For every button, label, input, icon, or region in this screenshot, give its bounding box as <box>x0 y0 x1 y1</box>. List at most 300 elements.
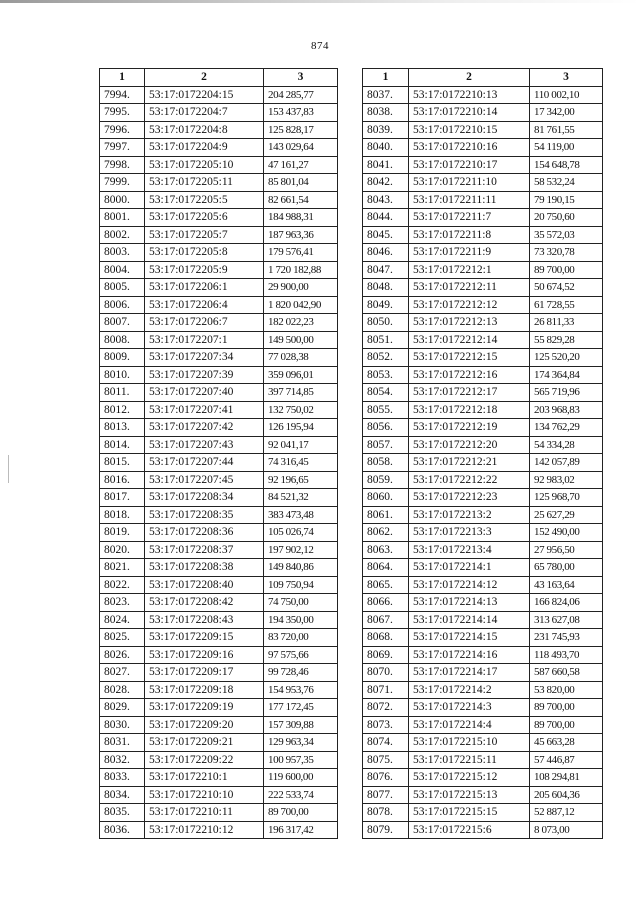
table-row <box>363 541 603 559</box>
table-row <box>363 716 603 734</box>
table-row <box>100 681 338 699</box>
cadastral-value: 565 719,96 <box>530 384 603 402</box>
row-number: 8030. <box>100 716 145 734</box>
cadastral-value: 35 572,03 <box>530 226 603 244</box>
row-number: 8018. <box>100 506 145 524</box>
cadastral-number: 53:17:0172214:17 <box>409 664 530 682</box>
cadastral-value: 119 600,00 <box>264 769 338 787</box>
cadastral-number: 53:17:0172210:12 <box>145 821 264 839</box>
cadastral-number: 53:17:0172205:8 <box>145 244 264 262</box>
page-number: 874 <box>311 40 329 52</box>
cadastral-number: 53:17:0172208:37 <box>145 541 264 559</box>
table-row <box>100 314 338 332</box>
cadastral-number: 53:17:0172204:15 <box>145 86 264 104</box>
table-row <box>363 331 603 349</box>
cadastral-value: 157 309,88 <box>264 716 338 734</box>
table-row <box>100 121 338 139</box>
cadastral-number: 53:17:0172206:4 <box>145 296 264 314</box>
cadastral-number: 53:17:0172212:12 <box>409 296 530 314</box>
cadastral-value: 194 350,00 <box>264 611 338 629</box>
cadastral-value: 196 317,42 <box>264 821 338 839</box>
row-number: 8008. <box>100 331 145 349</box>
table-row <box>100 751 338 769</box>
cadastral-number: 53:17:0172210:17 <box>409 156 530 174</box>
table-row <box>363 209 603 227</box>
cadastral-value: 184 988,31 <box>264 209 338 227</box>
cadastral-number: 53:17:0172207:42 <box>145 419 264 437</box>
cadastral-number: 53:17:0172205:10 <box>145 156 264 174</box>
table-row <box>100 576 338 594</box>
table-row <box>363 121 603 139</box>
table-row <box>100 541 338 559</box>
row-number: 8067. <box>363 611 409 629</box>
cadastral-value: 397 714,85 <box>264 384 338 402</box>
cadastral-value: 222 533,74 <box>264 786 338 804</box>
table-row <box>100 716 338 734</box>
row-number: 8000. <box>100 191 145 209</box>
table-row <box>100 699 338 717</box>
cadastral-number: 53:17:0172215:11 <box>409 751 530 769</box>
row-number: 8039. <box>363 121 409 139</box>
cadastral-value: 81 761,55 <box>530 121 603 139</box>
header-row <box>100 69 338 87</box>
cadastral-number: 53:17:0172209:15 <box>145 629 264 647</box>
cadastral-value: 109 750,94 <box>264 576 338 594</box>
cadastral-number: 53:17:0172210:1 <box>145 769 264 787</box>
table-row <box>363 261 603 279</box>
cadastral-number: 53:17:0172206:7 <box>145 314 264 332</box>
row-number: 8020. <box>100 541 145 559</box>
cadastral-number: 53:17:0172210:13 <box>409 86 530 104</box>
table-row <box>100 734 338 752</box>
row-number: 8005. <box>100 279 145 297</box>
cadastral-number: 53:17:0172212:18 <box>409 401 530 419</box>
row-number: 8002. <box>100 226 145 244</box>
table-row <box>100 646 338 664</box>
cadastral-number: 53:17:0172209:18 <box>145 681 264 699</box>
cadastral-value: 77 028,38 <box>264 349 338 367</box>
register-table-left <box>99 68 338 839</box>
cadastral-number: 53:17:0172211:10 <box>409 174 530 192</box>
cadastral-number: 53:17:0172208:38 <box>145 559 264 577</box>
cadastral-value: 85 801,04 <box>264 174 338 192</box>
cadastral-number: 53:17:0172206:1 <box>145 279 264 297</box>
row-number: 7997. <box>100 139 145 157</box>
row-number: 8060. <box>363 489 409 507</box>
cadastral-value: 149 500,00 <box>264 331 338 349</box>
row-number: 8017. <box>100 489 145 507</box>
cadastral-value: 383 473,48 <box>264 506 338 524</box>
row-number: 7998. <box>100 156 145 174</box>
cadastral-value: 154 953,76 <box>264 681 338 699</box>
table-row <box>363 576 603 594</box>
cadastral-value: 204 285,77 <box>264 86 338 104</box>
cadastral-number: 53:17:0172213:3 <box>409 524 530 542</box>
cadastral-value: 54 119,00 <box>530 139 603 157</box>
table-row <box>100 804 338 822</box>
table-row <box>363 86 603 104</box>
row-number: 8051. <box>363 331 409 349</box>
table-row <box>100 366 338 384</box>
row-number: 8009. <box>100 349 145 367</box>
cadastral-number: 53:17:0172208:35 <box>145 506 264 524</box>
table-row <box>363 104 603 122</box>
table-row <box>100 524 338 542</box>
cadastral-value: 587 660,58 <box>530 664 603 682</box>
row-number: 8062. <box>363 524 409 542</box>
cadastral-value: 52 887,12 <box>530 804 603 822</box>
cadastral-value: 154 648,78 <box>530 156 603 174</box>
row-number: 8068. <box>363 629 409 647</box>
table-row <box>363 646 603 664</box>
table-row <box>100 664 338 682</box>
column-header: 1 <box>363 69 409 87</box>
cadastral-value: 179 576,41 <box>264 244 338 262</box>
row-number: 8069. <box>363 646 409 664</box>
row-number: 8025. <box>100 629 145 647</box>
table-row <box>363 734 603 752</box>
table-row <box>100 261 338 279</box>
cadastral-value: 54 334,28 <box>530 436 603 454</box>
cadastral-value: 143 029,64 <box>264 139 338 157</box>
row-number: 8047. <box>363 261 409 279</box>
cadastral-number: 53:17:0172214:3 <box>409 699 530 717</box>
table-row <box>100 349 338 367</box>
row-number: 8050. <box>363 314 409 332</box>
cadastral-value: 79 190,15 <box>530 191 603 209</box>
row-number: 8053. <box>363 366 409 384</box>
row-number: 8042. <box>363 174 409 192</box>
cadastral-value: 177 172,45 <box>264 699 338 717</box>
row-number: 7995. <box>100 104 145 122</box>
table-row <box>363 366 603 384</box>
cadastral-number: 53:17:0172215:6 <box>409 821 530 839</box>
row-number: 8033. <box>100 769 145 787</box>
cadastral-number: 53:17:0172209:19 <box>145 699 264 717</box>
row-number: 8011. <box>100 384 145 402</box>
cadastral-number: 53:17:0172214:12 <box>409 576 530 594</box>
row-number: 8006. <box>100 296 145 314</box>
cadastral-number: 53:17:0172209:21 <box>145 734 264 752</box>
header-row <box>363 69 603 87</box>
cadastral-value: 1 720 182,88 <box>264 261 338 279</box>
row-number: 8022. <box>100 576 145 594</box>
cadastral-number: 53:17:0172208:40 <box>145 576 264 594</box>
cadastral-number: 53:17:0172212:16 <box>409 366 530 384</box>
cadastral-value: 97 575,66 <box>264 646 338 664</box>
table-row <box>100 559 338 577</box>
cadastral-value: 27 956,50 <box>530 541 603 559</box>
cadastral-value: 174 364,84 <box>530 366 603 384</box>
cadastral-number: 53:17:0172209:16 <box>145 646 264 664</box>
table-row <box>100 174 338 192</box>
cadastral-number: 53:17:0172215:13 <box>409 786 530 804</box>
cadastral-number: 53:17:0172207:45 <box>145 471 264 489</box>
cadastral-number: 53:17:0172210:16 <box>409 139 530 157</box>
cadastral-value: 43 163,64 <box>530 576 603 594</box>
table-row <box>100 401 338 419</box>
row-number: 8014. <box>100 436 145 454</box>
row-number: 8019. <box>100 524 145 542</box>
table-row <box>100 594 338 612</box>
cadastral-value: 1 820 042,90 <box>264 296 338 314</box>
row-number: 8034. <box>100 786 145 804</box>
cadastral-number: 53:17:0172205:5 <box>145 191 264 209</box>
cadastral-number: 53:17:0172207:1 <box>145 331 264 349</box>
scan-edge-line <box>0 0 640 3</box>
row-number: 8029. <box>100 699 145 717</box>
cadastral-value: 55 829,28 <box>530 331 603 349</box>
cadastral-value: 50 674,52 <box>530 279 603 297</box>
table-row <box>100 209 338 227</box>
cadastral-value: 203 968,83 <box>530 401 603 419</box>
row-number: 7999. <box>100 174 145 192</box>
cadastral-number: 53:17:0172213:2 <box>409 506 530 524</box>
row-number: 8052. <box>363 349 409 367</box>
row-number: 8023. <box>100 594 145 612</box>
row-number: 8076. <box>363 769 409 787</box>
cadastral-number: 53:17:0172214:16 <box>409 646 530 664</box>
cadastral-number: 53:17:0172212:11 <box>409 279 530 297</box>
cadastral-number: 53:17:0172209:22 <box>145 751 264 769</box>
table-row <box>100 104 338 122</box>
table-row <box>363 804 603 822</box>
cadastral-value: 89 700,00 <box>264 804 338 822</box>
cadastral-value: 84 521,32 <box>264 489 338 507</box>
cadastral-number: 53:17:0172209:20 <box>145 716 264 734</box>
cadastral-number: 53:17:0172205:9 <box>145 261 264 279</box>
cadastral-value: 26 811,33 <box>530 314 603 332</box>
cadastral-number: 53:17:0172212:22 <box>409 471 530 489</box>
table-row <box>100 156 338 174</box>
cadastral-number: 53:17:0172212:15 <box>409 349 530 367</box>
row-number: 8031. <box>100 734 145 752</box>
cadastral-value: 359 096,01 <box>264 366 338 384</box>
row-number: 8010. <box>100 366 145 384</box>
table-row <box>363 471 603 489</box>
table-row <box>100 419 338 437</box>
row-number: 8073. <box>363 716 409 734</box>
row-number: 8070. <box>363 664 409 682</box>
table-row <box>363 174 603 192</box>
cadastral-number: 53:17:0172205:6 <box>145 209 264 227</box>
row-number: 8055. <box>363 401 409 419</box>
table-row <box>100 139 338 157</box>
table-row <box>363 454 603 472</box>
table-row <box>363 506 603 524</box>
row-number: 8054. <box>363 384 409 402</box>
cadastral-value: 20 750,60 <box>530 209 603 227</box>
cadastral-value: 57 446,87 <box>530 751 603 769</box>
row-number: 8077. <box>363 786 409 804</box>
row-number: 7996. <box>100 121 145 139</box>
table-row <box>363 611 603 629</box>
cadastral-number: 53:17:0172213:4 <box>409 541 530 559</box>
row-number: 8037. <box>363 86 409 104</box>
row-number: 8048. <box>363 279 409 297</box>
cadastral-number: 53:17:0172208:43 <box>145 611 264 629</box>
cadastral-value: 99 728,46 <box>264 664 338 682</box>
row-number: 8061. <box>363 506 409 524</box>
row-number: 8015. <box>100 454 145 472</box>
cadastral-value: 125 968,70 <box>530 489 603 507</box>
cadastral-number: 53:17:0172211:11 <box>409 191 530 209</box>
table-row <box>363 769 603 787</box>
cadastral-number: 53:17:0172205:11 <box>145 174 264 192</box>
cadastral-number: 53:17:0172208:42 <box>145 594 264 612</box>
cadastral-value: 47 161,27 <box>264 156 338 174</box>
table-row <box>363 296 603 314</box>
table-row <box>363 419 603 437</box>
table-row <box>363 751 603 769</box>
table-row <box>100 296 338 314</box>
cadastral-value: 152 490,00 <box>530 524 603 542</box>
table-row <box>100 786 338 804</box>
table-row <box>100 506 338 524</box>
row-number: 8012. <box>100 401 145 419</box>
cadastral-value: 129 963,34 <box>264 734 338 752</box>
cadastral-number: 53:17:0172204:9 <box>145 139 264 157</box>
cadastral-number: 53:17:0172210:14 <box>409 104 530 122</box>
cadastral-number: 53:17:0172204:8 <box>145 121 264 139</box>
register-table-right <box>362 68 603 839</box>
margin-mark <box>8 455 9 483</box>
cadastral-number: 53:17:0172207:39 <box>145 366 264 384</box>
table-row <box>363 699 603 717</box>
row-number: 8013. <box>100 419 145 437</box>
cadastral-value: 82 661,54 <box>264 191 338 209</box>
cadastral-value: 149 840,86 <box>264 559 338 577</box>
cadastral-number: 53:17:0172214:4 <box>409 716 530 734</box>
cadastral-number: 53:17:0172204:7 <box>145 104 264 122</box>
cadastral-value: 45 663,28 <box>530 734 603 752</box>
cadastral-number: 53:17:0172212:17 <box>409 384 530 402</box>
table-row <box>100 244 338 262</box>
row-number: 8044. <box>363 209 409 227</box>
row-number: 8040. <box>363 139 409 157</box>
cadastral-number: 53:17:0172214:14 <box>409 611 530 629</box>
row-number: 8065. <box>363 576 409 594</box>
cadastral-value: 92 196,65 <box>264 471 338 489</box>
table-row <box>363 349 603 367</box>
cadastral-number: 53:17:0172211:7 <box>409 209 530 227</box>
row-number: 8027. <box>100 664 145 682</box>
table-row <box>363 401 603 419</box>
table-row <box>100 226 338 244</box>
row-number: 8043. <box>363 191 409 209</box>
table-row <box>363 821 603 839</box>
cadastral-number: 53:17:0172215:12 <box>409 769 530 787</box>
cadastral-value: 58 532,24 <box>530 174 603 192</box>
cadastral-number: 53:17:0172210:11 <box>145 804 264 822</box>
table-row <box>100 471 338 489</box>
table-row <box>363 279 603 297</box>
table-row <box>100 489 338 507</box>
row-number: 8063. <box>363 541 409 559</box>
table-row <box>100 821 338 839</box>
table-row <box>363 559 603 577</box>
cadastral-number: 53:17:0172207:41 <box>145 401 264 419</box>
cadastral-number: 53:17:0172212:13 <box>409 314 530 332</box>
cadastral-value: 89 700,00 <box>530 261 603 279</box>
row-number: 8021. <box>100 559 145 577</box>
cadastral-value: 142 057,89 <box>530 454 603 472</box>
cadastral-value: 89 700,00 <box>530 699 603 717</box>
row-number: 8057. <box>363 436 409 454</box>
cadastral-value: 134 762,29 <box>530 419 603 437</box>
row-number: 8045. <box>363 226 409 244</box>
row-number: 8064. <box>363 559 409 577</box>
cadastral-value: 92 041,17 <box>264 436 338 454</box>
cadastral-value: 126 195,94 <box>264 419 338 437</box>
row-number: 8038. <box>363 104 409 122</box>
cadastral-number: 53:17:0172207:40 <box>145 384 264 402</box>
row-number: 8024. <box>100 611 145 629</box>
cadastral-number: 53:17:0172212:21 <box>409 454 530 472</box>
cadastral-value: 187 963,36 <box>264 226 338 244</box>
cadastral-value: 118 493,70 <box>530 646 603 664</box>
cadastral-number: 53:17:0172214:1 <box>409 559 530 577</box>
cadastral-value: 25 627,29 <box>530 506 603 524</box>
cadastral-value: 73 320,78 <box>530 244 603 262</box>
cadastral-value: 197 902,12 <box>264 541 338 559</box>
row-number: 8072. <box>363 699 409 717</box>
row-number: 8004. <box>100 261 145 279</box>
table-row <box>363 156 603 174</box>
row-number: 8066. <box>363 594 409 612</box>
row-number: 8028. <box>100 681 145 699</box>
cadastral-number: 53:17:0172208:36 <box>145 524 264 542</box>
table-row <box>363 314 603 332</box>
table-row <box>363 384 603 402</box>
cadastral-number: 53:17:0172214:2 <box>409 681 530 699</box>
row-number: 8074. <box>363 734 409 752</box>
row-number: 8032. <box>100 751 145 769</box>
cadastral-value: 92 983,02 <box>530 471 603 489</box>
table-row <box>100 279 338 297</box>
row-number: 8046. <box>363 244 409 262</box>
cadastral-number: 53:17:0172207:34 <box>145 349 264 367</box>
row-number: 8079. <box>363 821 409 839</box>
cadastral-value: 110 002,10 <box>530 86 603 104</box>
row-number: 8058. <box>363 454 409 472</box>
cadastral-value: 105 026,74 <box>264 524 338 542</box>
table-row <box>363 629 603 647</box>
table-row <box>100 454 338 472</box>
row-number: 8026. <box>100 646 145 664</box>
table-row <box>100 331 338 349</box>
row-number: 8041. <box>363 156 409 174</box>
cadastral-value: 74 750,00 <box>264 594 338 612</box>
row-number: 8016. <box>100 471 145 489</box>
table-row <box>100 436 338 454</box>
cadastral-value: 89 700,00 <box>530 716 603 734</box>
cadastral-number: 53:17:0172214:15 <box>409 629 530 647</box>
table-row <box>363 681 603 699</box>
cadastral-number: 53:17:0172215:10 <box>409 734 530 752</box>
cadastral-value: 100 957,35 <box>264 751 338 769</box>
cadastral-value: 83 720,00 <box>264 629 338 647</box>
cadastral-number: 53:17:0172212:14 <box>409 331 530 349</box>
cadastral-value: 61 728,55 <box>530 296 603 314</box>
row-number: 8075. <box>363 751 409 769</box>
row-number: 8003. <box>100 244 145 262</box>
cadastral-number: 53:17:0172210:10 <box>145 786 264 804</box>
column-header: 3 <box>264 69 338 87</box>
row-number: 8036. <box>100 821 145 839</box>
table-row <box>363 244 603 262</box>
row-number: 8001. <box>100 209 145 227</box>
